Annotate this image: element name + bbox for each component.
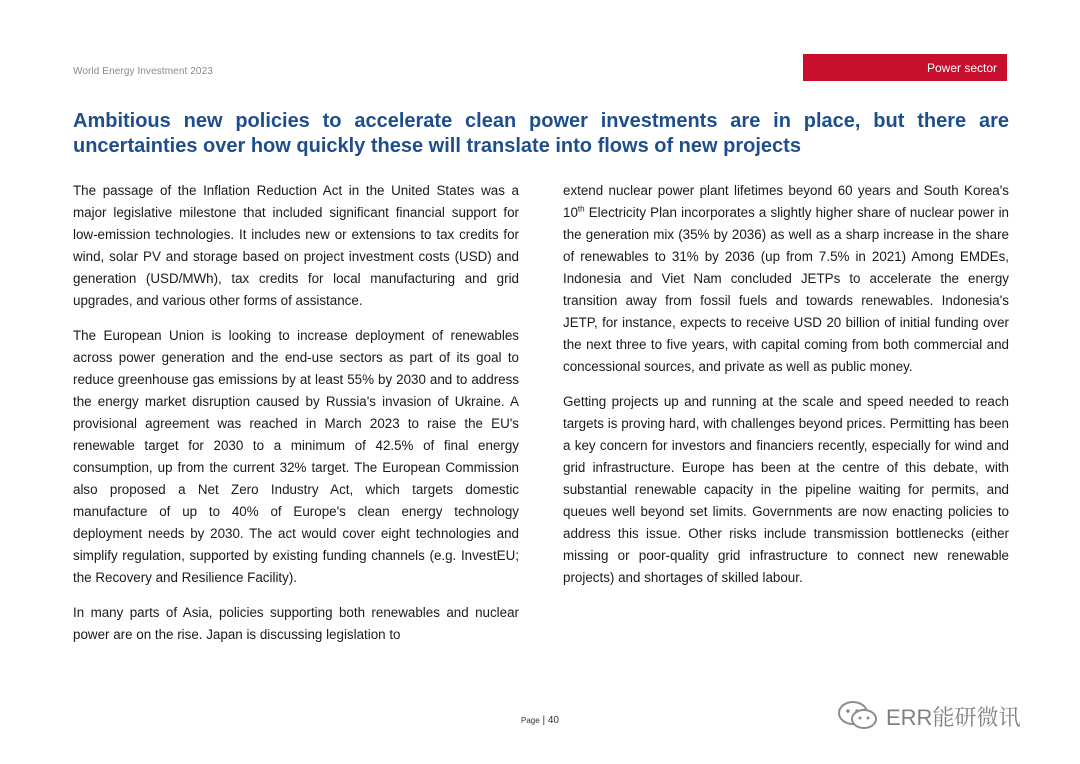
text-run: Electricity Plan incorporates a slightly higher share of nuclear power in the generation mix (35% by 2036) as well as a sharp increase in the share of renewables to 31% by 2036 (up from 7.5% in 2021) Among EMDEs, Indonesia and Viet Nam concluded JETPs to accelerate the energy transition away from fossil fuels and towards renewables. Indonesia's JETP, for instance, expects to receive USD 20 billion of initial funding over the next three to five years, with capital coming from both commercial and concessional sources, and private as well as public money. [563,205,1009,374]
watermark [836,698,1020,734]
page-headline: Ambitious new policies to accelerate clean power investments are in place, but there are uncertainties over how quickly these will translate into flows of new projects [73,110,1009,157]
page-separator: | [539,715,548,726]
page-number-value: 40 [547,715,559,726]
paragraph: In many parts of Asia, policies supporting both renewables and nuclear power are on the rise. Japan is discussing legislation to [73,605,519,642]
paragraph: The European Union is looking to increase deployment of renewables across power generation and the end-use sectors as part of its goal to reduce greenhouse gas emissions by at least 55% by 2030 and to address the energy market disruption caused by Russia's invasion of Ukraine. A provisional agreement was reached in March 2023 to raise the EU's renewable target for 2030 to a minimum of 42.5% of final energy consumption, up from the current 32% target. The European Commission also proposed a Net Zero Industry Act, which targets domestic manufacture of up to 40% of Europe's clean energy technology deployment needs by 2030. The act would cover eight technologies and simplify regulation, supported by existing funding channels (e.g. InvestEU; the Recovery and Resilience Facility). [73,328,519,585]
superscript: th [577,204,585,214]
report-title: World Energy Investment 2023 [73,66,213,77]
paragraph [563,180,1009,378]
page-label: Page [521,716,540,725]
wechat-icon [836,700,880,732]
right-column [563,180,1009,602]
left-column [73,180,519,659]
paragraph: Getting projects up and running at the scale and speed needed to reach targets is proving hard, with challenges beyond prices. Permitting has been a key concern for investors and financiers recently, especially for wind and grid infrastructure. Europe has been at the centre of this debate, with substantial renewable capacity in the pipeline waiting for permits, and queues well beyond set limits. Governments are now enacting policies to address this issue. Other risks include transmission bottlenecks (either missing or poor-quality grid infrastructure to connect new renewable projects) and shortages of skilled labour. [563,394,1009,585]
text-run: extend nuclear power plant lifetimes beyond 60 years and South Korea's 10 [563,183,1009,220]
section-tab [803,54,1007,81]
paragraph: The passage of the Inflation Reduction Act in the United States was a major legislative milestone that included significant financial support for low-emission technologies. It includes new or extensions to tax credits for wind, solar PV and storage based on project investment costs (USD) and generation (USD/MWh), tax credits for local manufacturing and grid upgrades, and various other forms of assistance. [73,183,519,308]
section-tab-label: Power sector [926,60,997,75]
watermark-text: ERR能研微讯 [886,704,1021,730]
